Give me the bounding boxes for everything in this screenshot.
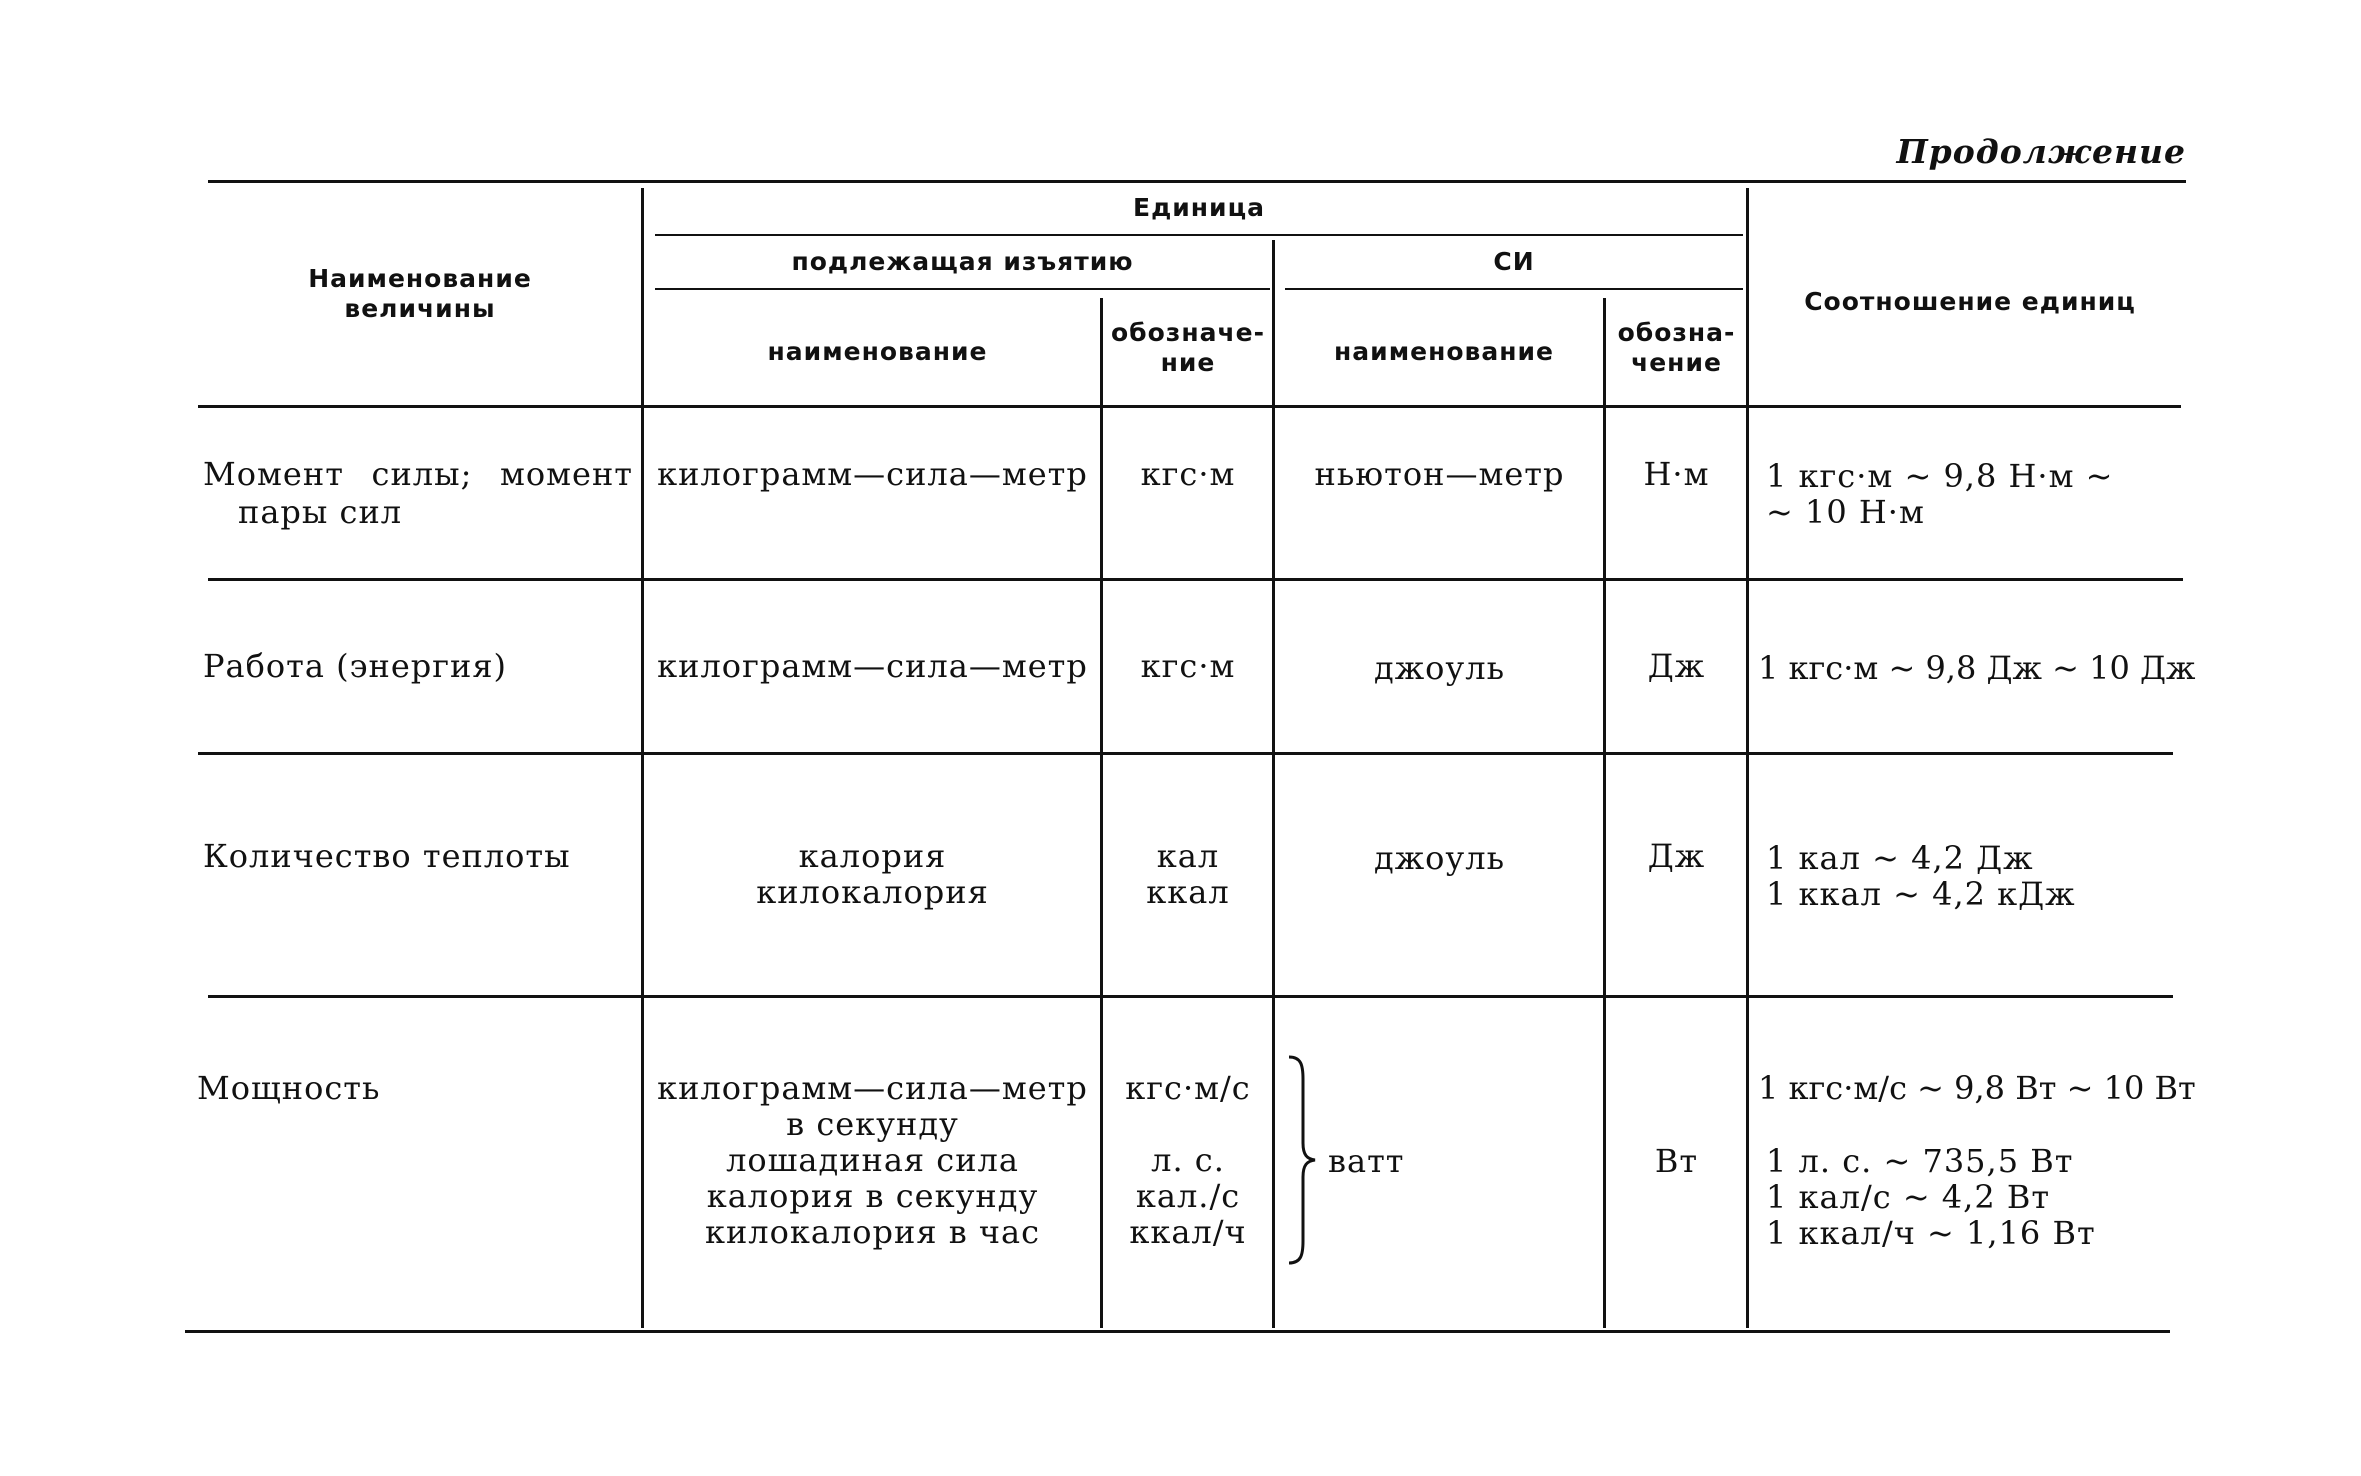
header-rule-unit [655,234,1743,236]
header-rule-withdrawn [655,288,1270,290]
header-quantity: Наименование величины [308,264,532,323]
header-relation: Соотношение единиц [1804,287,2136,316]
row3-symbol-withdrawn: кал ккал [1146,837,1230,911]
header-symbol-si: обозна- чение [1617,318,1736,377]
continuation-label: Продолжение [1896,132,2186,171]
header-unit: Единица [1133,193,1265,222]
header-bottom-rule [198,405,2181,408]
header-name-withdrawn: наименование [767,337,988,366]
row2-name-si: джоуль [1374,649,1505,687]
header-name-si: наименование [1334,337,1554,366]
col-rule-symbol-w [1272,240,1275,1328]
header-rule-si [1285,288,1743,290]
col-rule-name-w [1100,298,1103,1328]
row3-quantity: Количество теплоты [203,837,571,875]
row4-relation-2: 1 л. с. ~ 735,5 Вт 1 кал/с ~ 4,2 Вт 1 ккал/ч ~ 1,16 Вт [1766,1142,2096,1252]
row1-symbol-withdrawn: кгс·м [1140,455,1236,493]
table-top-rule [208,180,2186,183]
row1-symbol-si: Н·м [1643,455,1710,493]
row4-symbol-si: Вт [1654,1142,1699,1180]
table-bottom-rule [185,1330,2170,1333]
row1-quantity: Момент силы; момент [203,455,633,493]
row3-name-si: джоуль [1374,839,1505,877]
header-si: СИ [1493,247,1535,276]
row3-relation: 1 кал ~ 4,2 Дж 1 ккал ~ 4,2 кДж [1766,839,2076,913]
row2-symbol-withdrawn: кгс·м [1140,647,1236,685]
row3-name-withdrawn: калория килокалория [756,837,989,911]
row4-quantity: Мощность [197,1069,381,1107]
row2-quantity: Работа (энергия) [203,647,508,685]
header-withdrawn: подлежащая изъятию [791,247,1134,276]
row2-relation: 1 кгс·м ~ 9,8 Дж ~ 10 Дж [1758,649,2196,687]
row2-symbol-si: Дж [1647,647,1706,685]
row1-name-withdrawn: килограмм—сила—метр [657,455,1088,493]
row4-symbol-withdrawn: кгс·м/с л. с. кал./с ккал/ч [1125,1069,1251,1251]
row1-relation: 1 кгс·м ~ 9,8 Н·м ~ ~ 10 Н·м [1766,457,2114,531]
row1-quantity-cont: пары сил [238,493,403,531]
row4-name-withdrawn: килограмм—сила—метр в секунду лошадиная сила калория в секунду килокалория в час [657,1069,1088,1251]
grouping-brace-icon [1283,1055,1317,1265]
col-rule-quantity [641,188,644,1328]
row1-name-si: ньютон—метр [1314,455,1565,493]
header-symbol-withdrawn: обозначе- ние [1111,318,1265,377]
row4-name-si: ватт [1328,1142,1405,1180]
row2-name-withdrawn: килограмм—сила—метр [657,647,1088,685]
col-rule-symbol-si [1746,188,1749,1328]
row-rule-1 [208,578,2183,581]
row-rule-2 [198,752,2173,755]
row3-symbol-si: Дж [1647,837,1706,875]
col-rule-name-si [1603,298,1606,1328]
row4-relation-1: 1 кгс·м/с ~ 9,8 Вт ~ 10 Вт [1758,1069,2196,1107]
row-rule-3 [208,995,2173,998]
